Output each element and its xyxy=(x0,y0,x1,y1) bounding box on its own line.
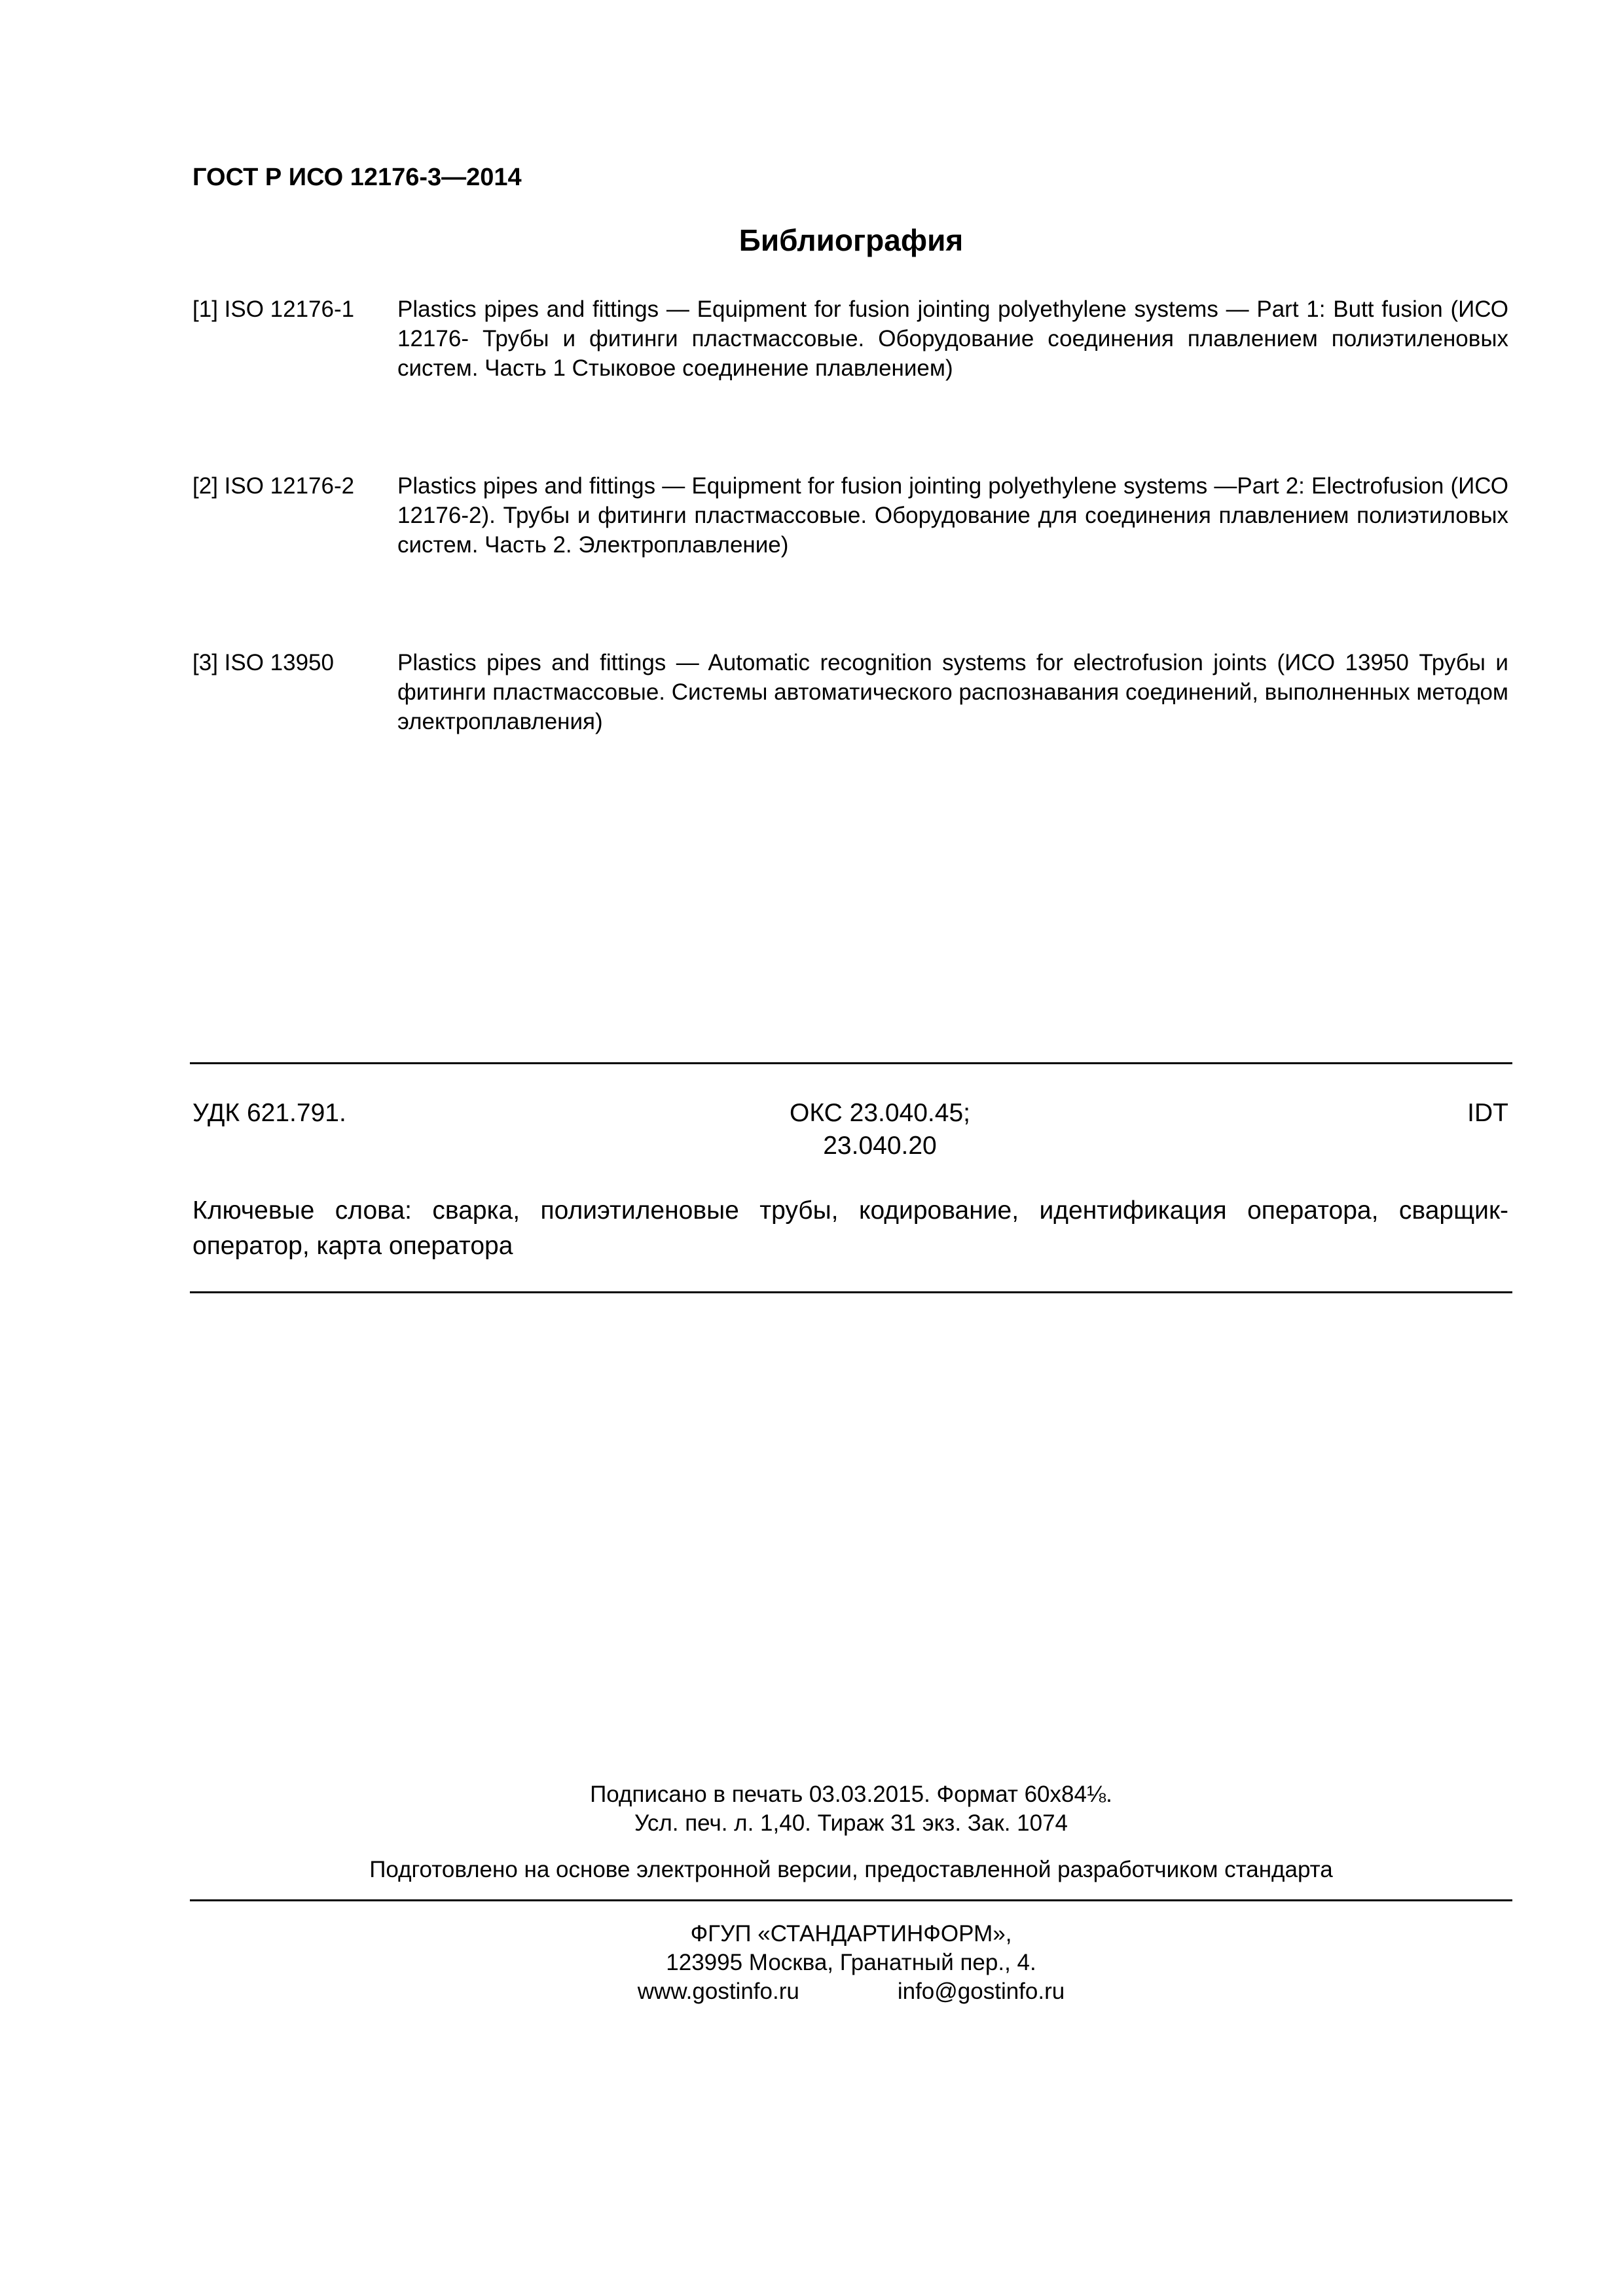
keywords: Ключевые слова: сварка, полиэтиленовые трубы, кодирование, идентификация оператора, сварщик-оператор, карта оператора xyxy=(192,1196,1508,1260)
reference-number: [1] ISO 12176-1 xyxy=(192,296,355,322)
bibliography-entry xyxy=(192,471,1508,560)
reference-text: Plastics pipes and fittings — Equipment for fusion jointing polyethylene systems — Part 1: Butt fusion (ИСО 12176- Трубы и фитинги пластмассовые. Оборудование соединения плавлением полиэтиленовых систем. Часть 1 Стыковое соединение плавлением) xyxy=(397,296,1508,381)
divider-top xyxy=(190,1062,1512,1064)
imprint-prepared: Подготовлено на основе электронной версии, предоставленной разработчиком стандарта xyxy=(369,1857,1333,1882)
publisher-contacts xyxy=(0,1977,1623,2006)
website-link[interactable]: www.gostinfo.ru xyxy=(637,1979,799,2004)
oks-code xyxy=(769,1097,991,1162)
bibliography-entry xyxy=(192,295,1508,383)
oks-line-1: ОКС 23.040.45; xyxy=(790,1099,970,1127)
imprint-print-info: Усл. печ. л. 1,40. Тираж 31 экз. Зак. 1074 xyxy=(634,1810,1068,1836)
bibliography-title: Библиография xyxy=(739,223,964,257)
divider-bottom xyxy=(190,1899,1512,1901)
reference-number: [3] ISO 13950 xyxy=(192,650,334,675)
divider-middle xyxy=(190,1291,1512,1293)
email-link[interactable]: info@gostinfo.ru xyxy=(897,1979,1065,2004)
bibliography-list xyxy=(192,295,1508,825)
publisher-address: 123995 Москва, Гранатный пер., 4. xyxy=(666,1950,1036,1975)
reference-number: [2] ISO 12176-2 xyxy=(192,473,355,499)
oks-line-2: 23.040.20 xyxy=(823,1132,937,1160)
udk-code: УДК 621.791. xyxy=(192,1099,346,1127)
bibliography-entry xyxy=(192,648,1508,736)
document-code: ГОСТ Р ИСО 12176-3—2014 xyxy=(192,164,522,191)
reference-text: Plastics pipes and fittings — Automatic recognition systems for electrofusion joints (ИСО 13950 Трубы и фитинги пластмассовые. Системы автоматического распознавания соединений, выполненных методом электроплавления) xyxy=(397,650,1508,734)
reference-text: Plastics pipes and fittings — Equipment for fusion jointing polyethylene systems —Part 2: Electrofusion (ИСО 12176-2). Трубы и фитинги пластмассовые. Оборудование для соединения плавлением полиэтиловых систем. Часть 2. Электроплавление) xyxy=(397,473,1508,558)
imprint-signed: Подписано в печать 03.03.2015. Формат 60x84⅛. xyxy=(590,1782,1112,1807)
idt-label: IDT xyxy=(1467,1099,1508,1127)
publisher-name: ФГУП «СТАНДАРТИНФОРМ», xyxy=(690,1921,1012,1946)
